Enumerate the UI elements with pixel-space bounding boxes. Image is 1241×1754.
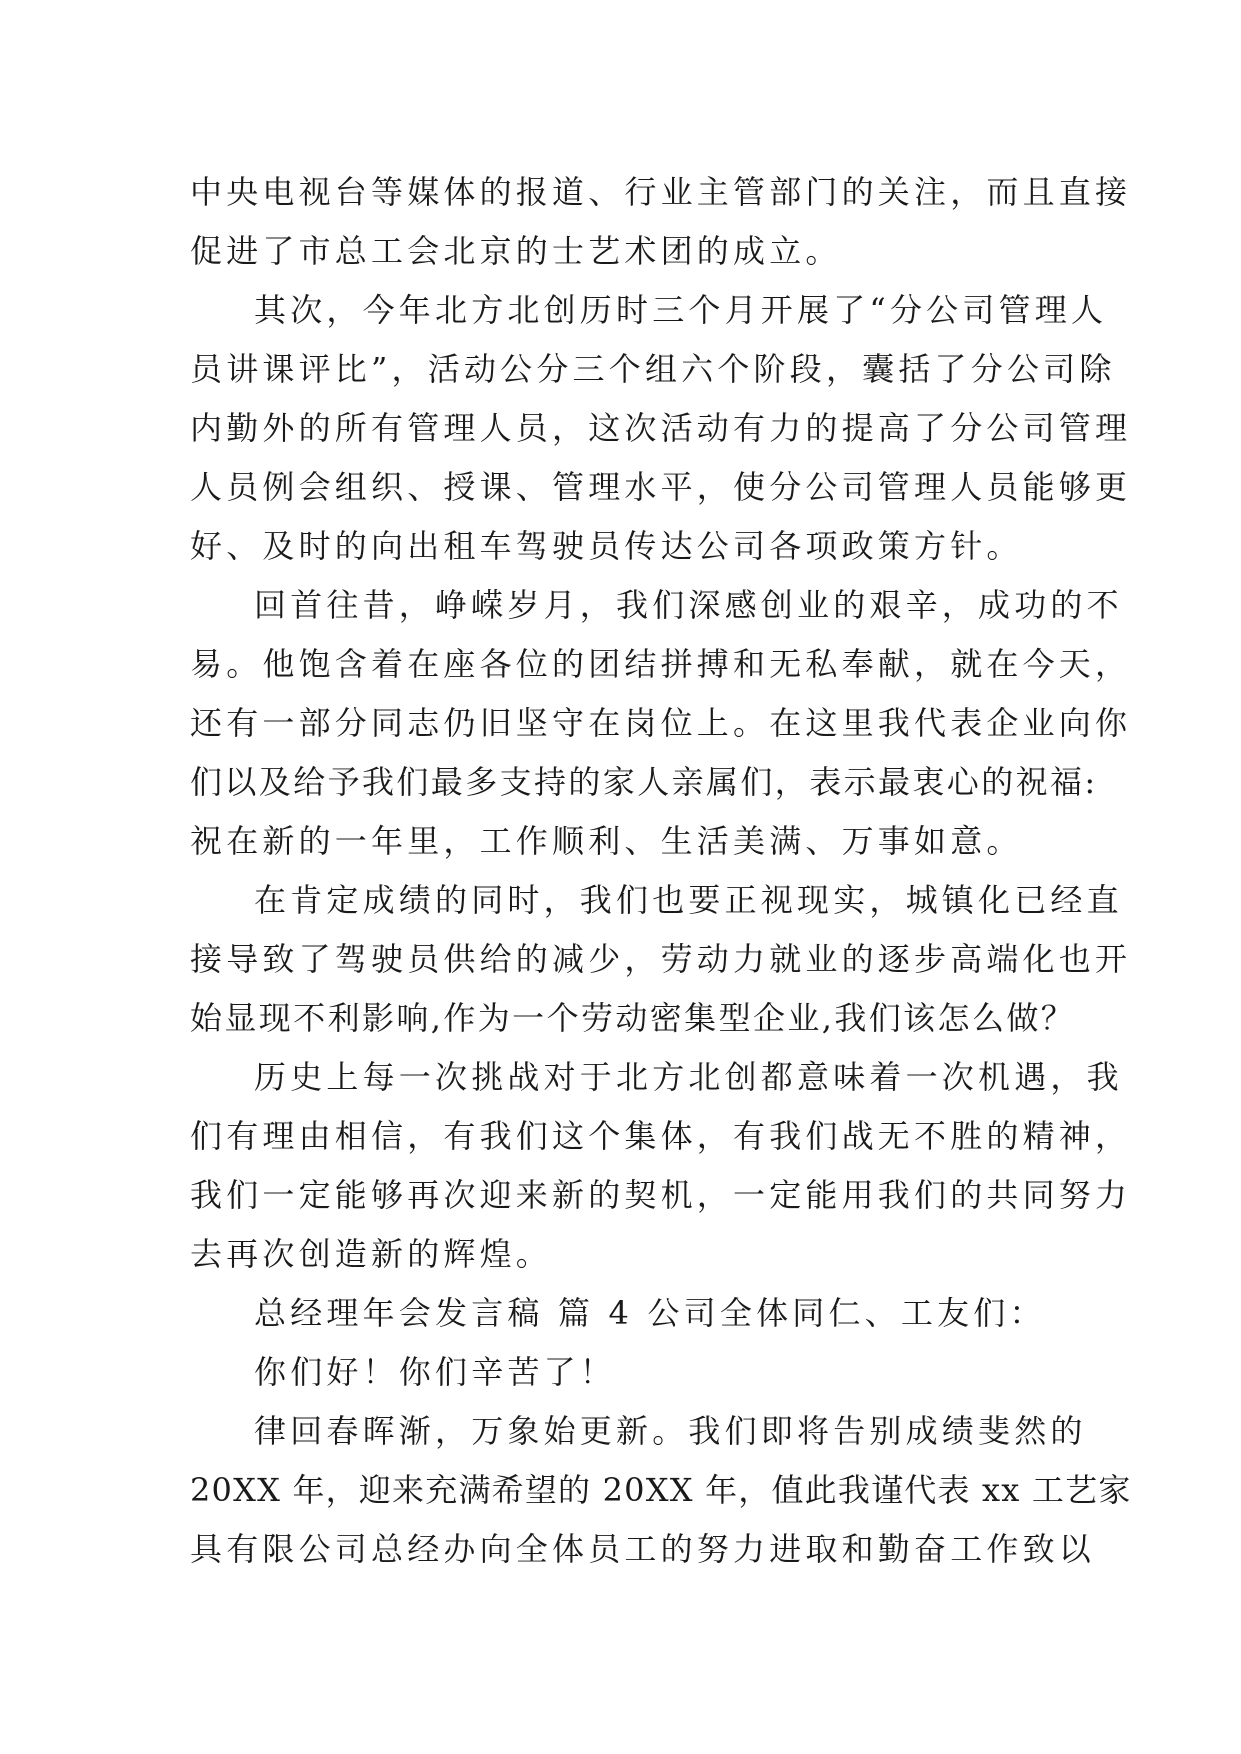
text-line: 促进了市总工会北京的士艺术团的成立。 — [190, 232, 842, 270]
paragraph-start-line: 回首往昔，峥嵘岁月，我们深感创业的艰辛，成功的不 — [254, 586, 1123, 624]
text-line: 我们一定能够再次迎来新的契机，一定能用我们的共同努力 — [190, 1176, 1132, 1214]
text-line: 人员例会组织、授课、管理水平，使分公司管理人员能够更 — [190, 468, 1132, 506]
text-line: 中央电视台等媒体的报道、行业主管部门的关注，而且直接 — [190, 173, 1132, 211]
section-heading-line: 总经理年会发言稿 篇 4 公司全体同仁、工友们： — [254, 1294, 1046, 1332]
text-line: 员讲课评比”，活动公分三个组六个阶段，囊括了分公司除 — [190, 350, 1116, 388]
text-line: 20XX 年，迎来充满希望的 20XX 年，值此我谨代表 xx 工艺家 — [190, 1471, 1132, 1509]
greeting-line: 你们好！你们辛苦了！ — [254, 1353, 617, 1391]
text-line: 们以及给予我们最多支持的家人亲属们，表示最衷心的祝福: — [190, 763, 1098, 801]
text-line: 去再次创造新的辉煌。 — [190, 1235, 553, 1273]
paragraph-start-line: 其次，今年北方北创历时三个月开展了“分公司管理人 — [254, 291, 1108, 329]
text-line: 内勤外的所有管理人员，这次活动有力的提高了分公司管理 — [190, 409, 1132, 447]
text-line: 祝在新的一年里，工作顺利、生活美满、万事如意。 — [190, 822, 1023, 860]
text-line: 接导致了驾驶员供给的减少，劳动力就业的逐步高端化也开 — [190, 940, 1132, 978]
document-body — [190, 163, 1132, 1579]
text-line: 们有理由相信，有我们这个集体，有我们战无不胜的精神， — [190, 1117, 1132, 1155]
paragraph-start-line: 在肯定成绩的同时，我们也要正视现实，城镇化已经直 — [254, 881, 1123, 919]
text-line: 具有限公司总经办向全体员工的努力进取和勤奋工作致以 — [190, 1530, 1096, 1568]
text-line: 易。他饱含着在座各位的团结拼搏和无私奉献，就在今天， — [190, 645, 1132, 683]
paragraph-start-line: 律回春晖渐，万象始更新。我们即将告别成绩斐然的 — [254, 1412, 1087, 1450]
text-line: 还有一部分同志仍旧坚守在岗位上。在这里我代表企业向你 — [190, 704, 1132, 742]
text-line: 始显现不利影响,作为一个劳动密集型企业,我们该怎么做？ — [190, 999, 1076, 1037]
text-line: 好、及时的向出租车驾驶员传达公司各项政策方针。 — [190, 527, 1023, 565]
paragraph-start-line: 历史上每一次挑战对于北方北创都意味着一次机遇，我 — [254, 1058, 1123, 1096]
